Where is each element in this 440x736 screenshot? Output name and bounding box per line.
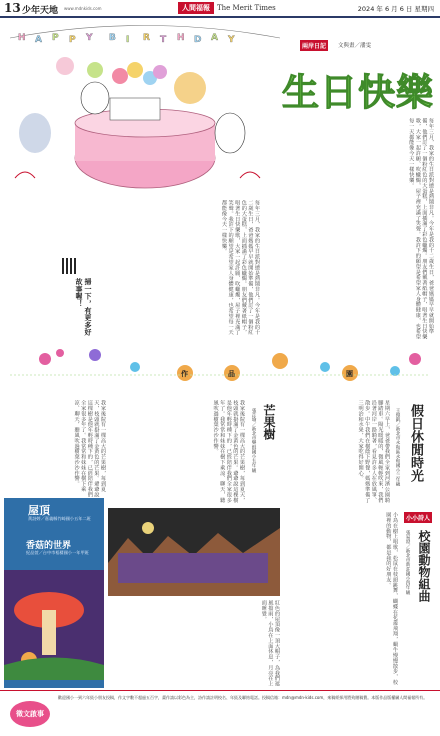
banner-letter: A [211,33,218,43]
banner-letter: Y [86,33,93,43]
page-header [0,0,440,18]
page-footer [0,690,440,736]
submission-call-label: 徵文啟事 [10,701,50,727]
works-garden-strip [0,345,440,393]
artwork-card [4,498,104,688]
banner-letter: A [35,35,42,45]
column-badge: 兩岸日記 [300,40,328,51]
poems-author: 張易澄／新北市新莊國小四年級 [405,530,410,595]
holiday-title: 假日休閒時光 [408,404,423,482]
holiday-author: 王俊凱／新北市永和區永和國小三年級 [395,408,400,487]
page-number: 13 [4,1,21,15]
mushroom-illustration [4,570,104,680]
section-title: 少年天地 [22,6,59,16]
mango-body: 我家後院有一棵高大的芒果樹，每到夏天，枝頭就掛滿了金黃色的芒果。爺爺說這棵樹是他年輕時種下的，已經陪伴我們全家很多年了。我常常和妹妹在樹下乘涼、聊天，聽風吹過樹葉沙沙作響。 [212,400,245,503]
newspaper-logo: 人間福報 [178,2,214,14]
banner-letter: D [194,35,202,45]
banner-letter: I [126,35,130,45]
birthday-illustration [0,18,290,198]
qr-code[interactable] [62,258,78,274]
poet-badge: 小小詩人 [404,512,432,523]
poems-title: 校園動物組曲 [417,530,431,602]
mango-author: 張芷瑜／新北市樂群國小五年級 [251,408,256,473]
strip-label-3: 園 [346,370,353,378]
masthead: The Merit Times [217,4,276,12]
diary-body-left: 每年三月，我家的生日派對總是熱鬧非凡。今年是我的十二歲生日，爸爸媽媽早早就開始準備，他們訂了一個粉紅色的大蛋糕，上面插滿了彩色蠟燭。朋友們戴著紙帽子，唱著生日快樂歌，大家一起許願、吹蠟燭，屋子裡充滿了笑聲。我許下的願望是希望家人身體健康，也希望每一天都能像今天一樣快樂。 [221,200,260,335]
submission-info: 歡迎國小一到六年級小朋友投稿，作文字數不超過五百字，畫作請以彩色為主，詩作請註明校名、年級及聯絡電話。投稿信箱：mdn@mdn-kids.com，來稿經採用將致贈稿費。本版作品版權屬人間福報所有。 [58,695,428,700]
pennant-banner [18,33,235,45]
qr-caption: 掃一下，有更多好故事喔！ [75,278,92,336]
painting-artwork [108,508,280,596]
mushroom-title: 香菇的世界 [26,541,72,551]
banner-letter: H [177,33,185,43]
banner-letter: P [52,33,59,43]
holiday-body: 星期六早上，爸爸帶我們全家到河濱公園騎腳踏車。陽光暖暖的，微風輕輕吹來，我們沿著河岸一路騎著，看見許多人在放風箏、散步。中午我們在樹蔭下野餐，媽媽準備了三明治和水果，大家吃得好開心。 [357,400,390,503]
diary-title: 生日快樂 [282,71,434,114]
roof-author: 黃詩婷／嘉義縣竹崎國小五年二班 [28,516,91,521]
strip-label-2: 品 [228,370,235,378]
roof-title: 屋頂 [28,504,50,517]
roof-poem-body: 紅色的屋頂像一頂大帽子，為我們遮風擋雨，小鳥在上面休息，月亮在上面睡覺。 [260,600,280,687]
poems-body: 小鳥在樹上唱歌，松鼠在枝頭跳舞，蝴蝶在花叢飛翔，蝸牛慢慢散步，校園裡的動物，都是我的好朋友。 [385,512,398,685]
banner-letter: T [160,35,167,45]
mango-body-left: 我家後院有一棵高大的芒果樹，每到夏天，枝頭就掛滿了金黃色的芒果。爺爺說這棵樹是他年輕時種下的，已經陪伴我們全家很多年了。我常常和妹妹在樹下乘涼、聊天，聽風吹過樹葉沙沙作響。 [73,400,106,498]
diary-body-right: 每年三月，我家的生日派對總是熱鬧非凡。今年是我的十二歲生日，爸爸媽媽早早就開始準備，他們訂了一個粉紅色的大蛋糕，上面插滿了彩色蠟燭。朋友們戴著紙帽子，唱著生日快樂歌，大家一起許願、吹蠟燭，屋子裡充滿了笑聲。我許下的願望是希望家人身體健康，也希望每一天都能像今天一樣快樂。 [408,118,434,340]
strip-label-1: 作 [181,370,188,378]
issue-date: 2024 年 6 月 6 日 星期四 [357,5,434,13]
banner-letter: R [143,33,150,43]
mushroom-author: 紀品萱／台中市梧棲國小一年甲班 [26,550,89,555]
banner-letter: P [69,35,76,45]
site-url[interactable]: www.mdnkids.com [64,6,102,11]
mango-title: 芒果樹 [262,404,276,440]
banner-letter: B [109,33,116,43]
banner-letter: Y [228,35,235,45]
banner-letter: H [18,33,26,43]
diary-byline: 文與畫／潘雯 [338,43,372,49]
